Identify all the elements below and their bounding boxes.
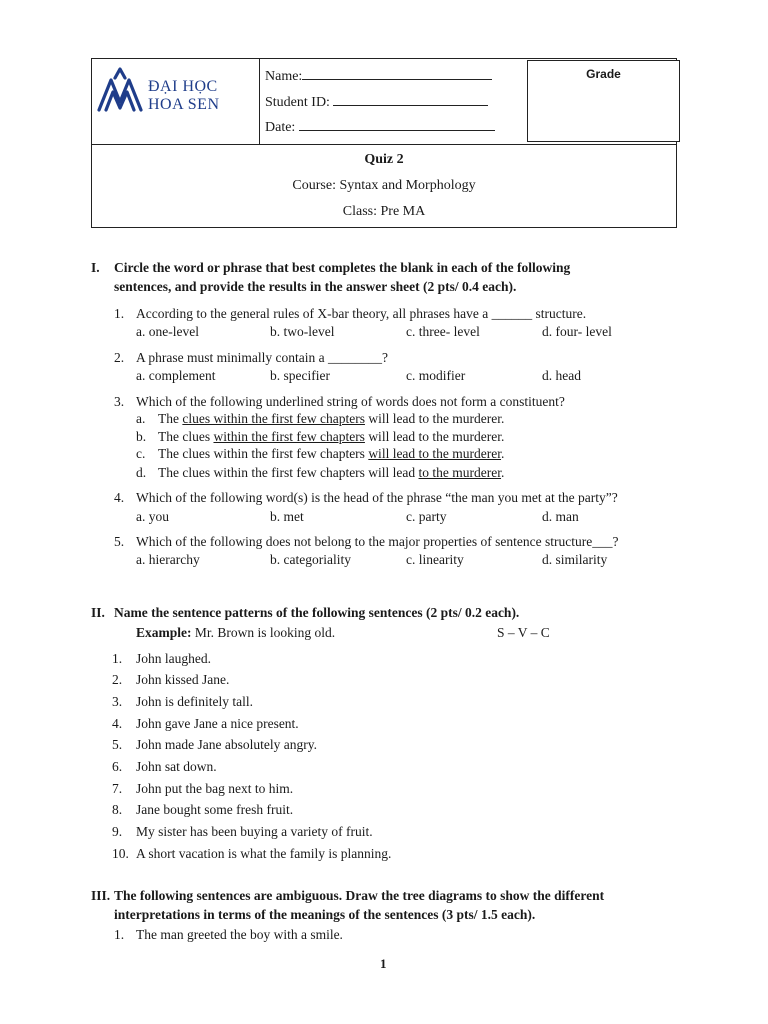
section-3-title-line-1: The following sentences are ambiguous. Draw the tree diagrams to show the different bbox=[114, 888, 605, 903]
q1-option-b[interactable]: b. two-level bbox=[270, 324, 335, 339]
example-text: Mr. Brown is looking old. bbox=[194, 625, 336, 640]
section-1-number: I. bbox=[91, 260, 100, 275]
q3-c-pre: The clues within the first few chapters bbox=[158, 446, 369, 461]
q3-b-pre: The clues bbox=[158, 429, 214, 444]
section-2-number: II. bbox=[91, 605, 105, 620]
q4-option-d[interactable]: d. man bbox=[542, 509, 579, 524]
list-item-number: 8. bbox=[112, 802, 123, 817]
q5-option-b[interactable]: b. categoriality bbox=[270, 552, 351, 567]
q2-option-a[interactable]: a. complement bbox=[136, 368, 216, 383]
q3-option-d-letter: d. bbox=[136, 465, 147, 480]
list-item: John sat down. bbox=[136, 759, 217, 774]
logo-line-2: HOA SEN bbox=[148, 96, 220, 113]
class-line: Class: Pre MA bbox=[342, 204, 426, 219]
section-1-title-line-1: Circle the word or phrase that best completes the blank in each of the following bbox=[114, 260, 571, 275]
q2-option-c[interactable]: c. modifier bbox=[406, 368, 466, 383]
list-item-number: 6. bbox=[112, 759, 123, 774]
student-id-label: Student ID: bbox=[265, 95, 330, 110]
name-field bbox=[265, 67, 492, 85]
q3-a-pre: The bbox=[158, 411, 183, 426]
list-item: Jane bought some fresh fruit. bbox=[136, 802, 294, 817]
section-2-example bbox=[136, 625, 335, 641]
section-3-title-line-2: interpretations in terms of the meanings of the sentences (3 pts/ 1.5 each). bbox=[114, 907, 536, 922]
q1-option-d[interactable]: d. four- level bbox=[542, 324, 612, 339]
q5-option-d[interactable]: d. similarity bbox=[542, 552, 608, 567]
example-label: Example: bbox=[136, 625, 192, 640]
q3-b-underlined: within the first few chapters bbox=[213, 429, 365, 444]
date-blank[interactable] bbox=[299, 118, 495, 131]
grade-box[interactable] bbox=[527, 60, 680, 142]
example-pattern: S – V – C bbox=[497, 625, 550, 640]
q3-option-b[interactable] bbox=[158, 429, 504, 445]
section-3-q1-text: The man greeted the boy with a smile. bbox=[136, 927, 343, 942]
q2-option-d[interactable]: d. head bbox=[542, 368, 581, 383]
q3-number: 3. bbox=[114, 394, 125, 409]
q4-option-a[interactable]: a. you bbox=[136, 509, 169, 524]
quiz-title: Quiz 2 bbox=[364, 152, 404, 167]
q3-option-b-letter: b. bbox=[136, 429, 147, 444]
q5-option-c[interactable]: c. linearity bbox=[406, 552, 464, 567]
list-item: My sister has been buying a variety of fruit. bbox=[136, 824, 373, 839]
q4-option-b[interactable]: b. met bbox=[270, 509, 304, 524]
course-line: Course: Syntax and Morphology bbox=[292, 178, 476, 193]
list-item-number: 7. bbox=[112, 781, 123, 796]
list-item: John is definitely tall. bbox=[136, 694, 253, 709]
list-item-number: 10. bbox=[112, 846, 129, 861]
logo-line-1: ĐẠI HỌC bbox=[148, 78, 218, 95]
q3-a-underlined: clues within the first few chapters bbox=[182, 411, 365, 426]
date-label: Date: bbox=[265, 120, 296, 135]
q1-text: According to the general rules of X-bar theory, all phrases have a ______ structure. bbox=[136, 306, 587, 321]
list-item: John laughed. bbox=[136, 651, 211, 666]
list-item-number: 3. bbox=[112, 694, 123, 709]
q3-option-a[interactable] bbox=[158, 411, 504, 427]
section-1-title-line-2: sentences, and provide the results in the answer sheet (2 pts/ 0.4 each). bbox=[114, 279, 517, 294]
section-3-number: III. bbox=[91, 888, 111, 903]
grade-label: Grade bbox=[586, 67, 621, 81]
q3-option-c[interactable] bbox=[158, 446, 504, 462]
university-logo bbox=[96, 66, 256, 116]
q5-number: 5. bbox=[114, 534, 125, 549]
q2-text: A phrase must minimally contain a ________? bbox=[136, 350, 388, 365]
section-2-title: Name the sentence patterns of the following sentences (2 pts/ 0.2 each). bbox=[114, 605, 520, 620]
q3-c-post: . bbox=[501, 446, 505, 461]
q4-text: Which of the following word(s) is the head of the phrase “the man you met at the party”? bbox=[136, 490, 618, 505]
q1-option-a[interactable]: a. one-level bbox=[136, 324, 199, 339]
header-divider-vertical bbox=[259, 58, 260, 144]
list-item-number: 9. bbox=[112, 824, 123, 839]
q3-option-a-letter: a. bbox=[136, 411, 146, 426]
hoa-sen-logo-icon bbox=[96, 66, 144, 114]
list-item-number: 4. bbox=[112, 716, 123, 731]
name-label: Name: bbox=[265, 69, 303, 84]
list-item: A short vacation is what the family is planning. bbox=[136, 846, 392, 861]
q3-option-d[interactable] bbox=[158, 465, 504, 481]
q1-option-c[interactable]: c. three- level bbox=[406, 324, 480, 339]
list-item: John made Jane absolutely angry. bbox=[136, 737, 317, 752]
header-divider-horizontal bbox=[91, 144, 677, 145]
q3-c-underlined: will lead to the murderer bbox=[368, 446, 502, 461]
section-3-q1-number: 1. bbox=[114, 927, 125, 942]
q3-d-underlined: to the murderer bbox=[418, 465, 502, 480]
q2-option-b[interactable]: b. specifier bbox=[270, 368, 330, 383]
date-field bbox=[265, 118, 495, 136]
q3-a-post: will lead to the murderer. bbox=[364, 411, 505, 426]
name-blank[interactable] bbox=[302, 67, 492, 80]
q5-option-a[interactable]: a. hierarchy bbox=[136, 552, 200, 567]
list-item: John kissed Jane. bbox=[136, 672, 230, 687]
q4-option-c[interactable]: c. party bbox=[406, 509, 447, 524]
student-id-field bbox=[265, 93, 488, 111]
list-item-number: 1. bbox=[112, 651, 123, 666]
q3-text: Which of the following underlined string of words does not form a constituent? bbox=[136, 394, 565, 409]
q1-number: 1. bbox=[114, 306, 125, 321]
list-item-number: 2. bbox=[112, 672, 123, 687]
list-item: John gave Jane a nice present. bbox=[136, 716, 299, 731]
list-item-number: 5. bbox=[112, 737, 123, 752]
list-item: John put the bag next to him. bbox=[136, 781, 294, 796]
q3-b-post: will lead to the murderer. bbox=[364, 429, 505, 444]
q3-d-pre: The clues within the first few chapters will lead bbox=[158, 465, 419, 480]
q3-d-post: . bbox=[501, 465, 505, 480]
q3-option-c-letter: c. bbox=[136, 446, 146, 461]
q4-number: 4. bbox=[114, 490, 125, 505]
q2-number: 2. bbox=[114, 350, 125, 365]
student-id-blank[interactable] bbox=[333, 93, 488, 106]
q5-text: Which of the following does not belong to the major properties of sentence structure___? bbox=[136, 534, 619, 549]
page-number: 1 bbox=[380, 956, 387, 971]
